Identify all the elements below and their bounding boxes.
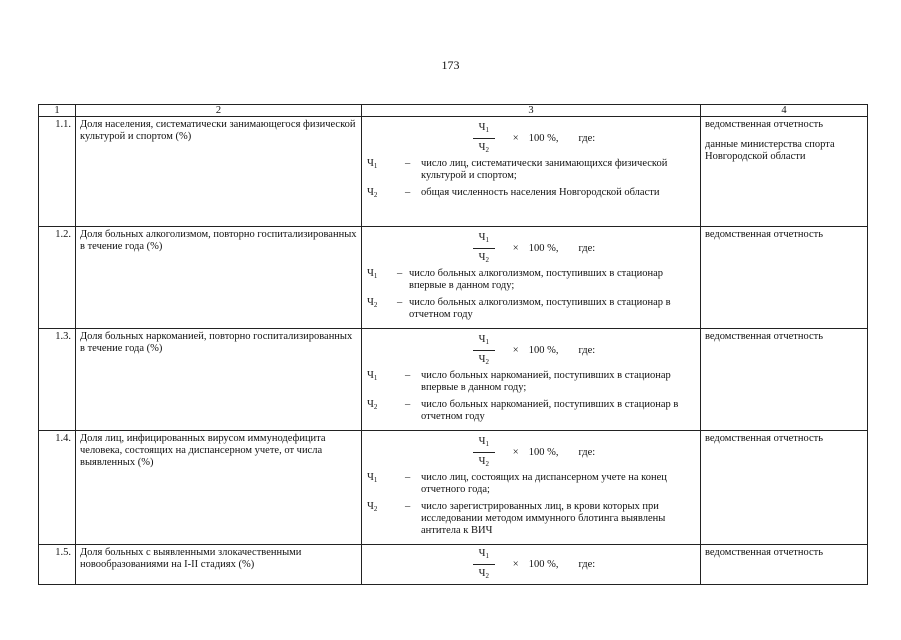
variable-definition [366, 501, 696, 537]
variable-dash: – [397, 268, 403, 279]
variable-symbol: $Ч_2$ [367, 399, 378, 411]
row-number: 1.5. [39, 545, 76, 585]
variable-dash: – [405, 158, 411, 169]
calculation-method [362, 545, 701, 585]
variable-symbol: $Ч_2$ [367, 297, 378, 309]
data-source [701, 227, 868, 329]
variable-definition [366, 187, 696, 201]
fraction [467, 334, 501, 368]
variable-symbol: $Ч_2$ [367, 501, 378, 513]
source-line: ведомственная отчетность [705, 119, 824, 130]
percent-factor: 100 %, [528, 243, 559, 254]
variable-symbol: $Ч_1$ [367, 370, 378, 382]
table-row [39, 117, 868, 227]
variable-symbol: $Ч_1$ [367, 268, 378, 280]
variable-dash: – [405, 501, 411, 512]
percent-factor: 100 %, [528, 133, 559, 144]
source-line: ведомственная отчетность [705, 547, 824, 558]
variable-description: число больных наркоманией, поступивших в стационар в отчетном году [421, 399, 679, 422]
column-header: 4 [701, 105, 868, 117]
indicator-name: Доля лиц, инфицированных вирусом иммунодефицита человека, состоящих на диспансерном учете, от числа выявленных (%) [76, 431, 362, 545]
table-row [39, 227, 868, 329]
where-label: где: [578, 243, 596, 254]
variable-description: число больных наркоманией, поступивших в стационар впервые в данном году; [421, 370, 671, 393]
fraction [467, 122, 501, 156]
variable-dash: – [405, 399, 411, 410]
denominator: $Ч_2$ [478, 142, 489, 154]
variable-symbol: $Ч_1$ [367, 158, 378, 170]
indicator-name: Доля населения, систематически занимающегося физической культурой и спортом (%) [76, 117, 362, 227]
table-row [39, 329, 868, 431]
data-source [701, 431, 868, 545]
variable-definition [366, 472, 696, 496]
header-row [39, 105, 868, 117]
variable-dash: – [405, 472, 411, 483]
formula [366, 230, 696, 268]
row-number: 1.1. [39, 117, 76, 227]
table-row [39, 545, 868, 585]
denominator: $Ч_2$ [478, 354, 489, 366]
variable-symbol: $Ч_1$ [367, 472, 378, 484]
denominator: $Ч_2$ [478, 456, 489, 468]
numerator: $Ч_1$ [473, 436, 495, 453]
fraction [467, 436, 501, 470]
row-number: 1.2. [39, 227, 76, 329]
multiply-sign: × [512, 559, 519, 570]
formula [366, 434, 696, 472]
calculation-method [362, 117, 701, 227]
row-number: 1.3. [39, 329, 76, 431]
source-line: ведомственная отчетность [705, 331, 824, 342]
fraction [467, 232, 501, 266]
where-label: где: [578, 559, 596, 570]
variable-definition [366, 297, 696, 321]
calculation-method [362, 431, 701, 545]
indicator-name: Доля больных с выявленными злокачественными новообразованиями на I-II стадиях (%) [76, 545, 362, 585]
source-line: данные министерства спорта Новгородской области [705, 139, 835, 162]
calculation-method [362, 227, 701, 329]
variable-description: число больных алкоголизмом, поступивших в стационар в отчетном году [409, 297, 671, 320]
table-row [39, 431, 868, 545]
row-number: 1.4. [39, 431, 76, 545]
variable-definition [366, 399, 696, 423]
variable-symbol: $Ч_2$ [367, 187, 378, 199]
data-source [701, 329, 868, 431]
variable-description: число лиц, состоящих на диспансерном учете на конец отчетного года; [421, 472, 667, 495]
numerator: $Ч_1$ [473, 122, 495, 139]
variable-dash: – [405, 370, 411, 381]
data-source [701, 545, 868, 585]
indicators-table [38, 104, 868, 585]
column-header: 1 [39, 105, 76, 117]
multiply-sign: × [512, 243, 519, 254]
numerator: $Ч_1$ [473, 548, 495, 565]
variable-description: число зарегистрированных лиц, в крови которых при исследовании методом иммунного блотинга выявлены антитела к ВИЧ [421, 501, 666, 536]
variable-definition [366, 268, 696, 292]
numerator: $Ч_1$ [473, 232, 495, 249]
where-label: где: [578, 133, 596, 144]
variable-dash: – [397, 297, 403, 308]
multiply-sign: × [512, 345, 519, 356]
formula [366, 332, 696, 370]
percent-factor: 100 %, [528, 559, 559, 570]
where-label: где: [578, 447, 596, 458]
source-line: ведомственная отчетность [705, 229, 824, 240]
indicator-name: Доля больных наркоманией, повторно госпитализированных в течение года (%) [76, 329, 362, 431]
variable-definition [366, 370, 696, 394]
indicator-name: Доля больных алкоголизмом, повторно госпитализированных в течение года (%) [76, 227, 362, 329]
variable-description: общая численность населения Новгородской области [421, 187, 660, 198]
denominator: $Ч_2$ [478, 252, 489, 264]
data-source [701, 117, 868, 227]
multiply-sign: × [512, 447, 519, 458]
where-label: где: [578, 345, 596, 356]
variable-description: число больных алкоголизмом, поступивших в стационар впервые в данном году; [409, 268, 664, 291]
variable-definition [366, 158, 696, 182]
column-header: 3 [362, 105, 701, 117]
formula [366, 548, 696, 582]
formula [366, 120, 696, 158]
numerator: $Ч_1$ [473, 334, 495, 351]
fraction [467, 548, 501, 582]
source-line: ведомственная отчетность [705, 433, 824, 444]
page-number: 173 [441, 58, 460, 72]
percent-factor: 100 %, [528, 345, 559, 356]
multiply-sign: × [512, 133, 519, 144]
variable-dash: – [405, 187, 411, 198]
calculation-method [362, 329, 701, 431]
variable-description: число лиц, систематически занимающихся физической культурой и спортом; [421, 158, 668, 181]
percent-factor: 100 %, [528, 447, 559, 458]
column-header: 2 [76, 105, 362, 117]
denominator: $Ч_2$ [478, 568, 489, 580]
